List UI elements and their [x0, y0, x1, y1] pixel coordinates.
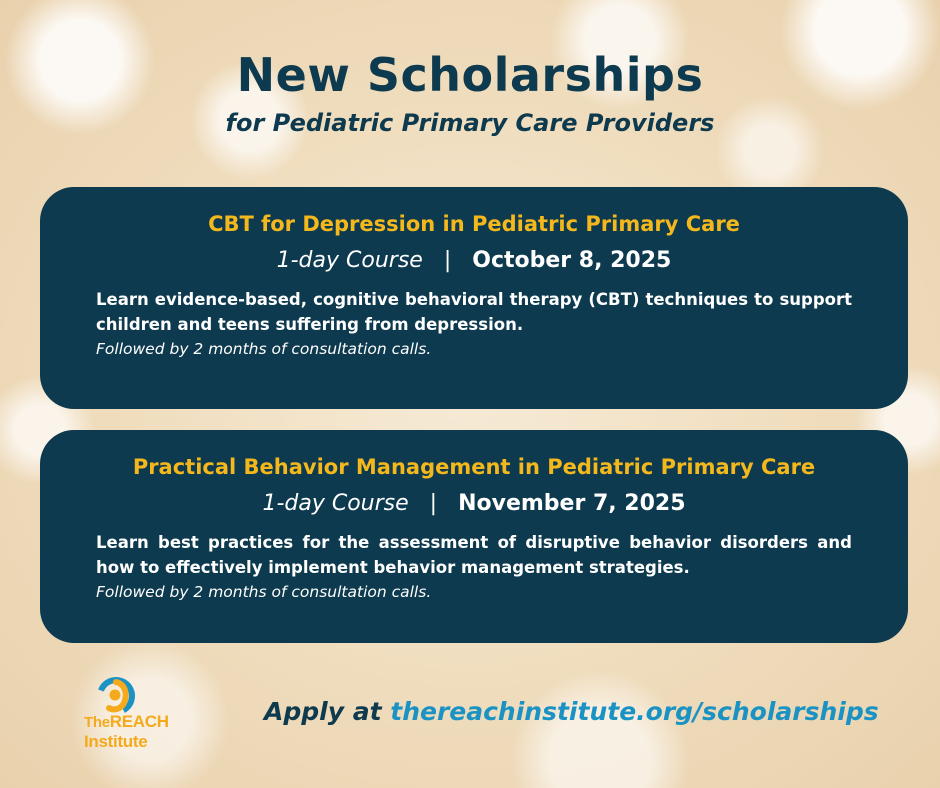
course-date: October 8, 2025: [472, 248, 672, 273]
apply-link[interactable]: thereachinstitute.org/scholarships: [390, 697, 879, 726]
apply-line: [264, 697, 879, 726]
course-description: Learn evidence-based, cognitive behavioral therapy (CBT) techniques to support children and teens suffering from depression.: [96, 290, 852, 334]
course-card-behavior: [40, 430, 908, 643]
apply-prefix: Apply at: [264, 697, 382, 726]
course-separator: |: [429, 491, 438, 516]
reach-institute-logo: [84, 676, 204, 760]
logo-text-the: The: [84, 714, 110, 731]
course-title: Practical Behavior Management in Pediatric Primary Care: [132, 455, 816, 479]
logo-wordmark: [84, 712, 204, 751]
logo-text-institute: Institute: [84, 732, 148, 751]
page-subtitle: for Pediatric Primary Care Providers: [225, 109, 715, 137]
course-followup: Followed by 2 months of consultation calls.: [96, 340, 432, 358]
logo-text-reach: REACH: [109, 712, 169, 731]
header: [0, 46, 940, 140]
course-description: Learn best practices for the assessment of disruptive behavior disorders and how to effectively implement behavior management strategies.: [96, 533, 852, 577]
course-card-cbt: [40, 187, 908, 409]
course-type: 1-day Course: [276, 248, 423, 273]
page-title: New Scholarships: [236, 48, 704, 102]
course-info-line: [96, 245, 852, 277]
course-followup: Followed by 2 months of consultation calls.: [96, 583, 432, 601]
course-separator: |: [443, 248, 452, 273]
reach-figure-icon: [94, 676, 138, 716]
course-info-line: [96, 488, 852, 520]
course-title: CBT for Depression in Pediatric Primary Care: [208, 212, 740, 236]
course-type: 1-day Course: [262, 491, 409, 516]
course-date: November 7, 2025: [458, 491, 686, 516]
